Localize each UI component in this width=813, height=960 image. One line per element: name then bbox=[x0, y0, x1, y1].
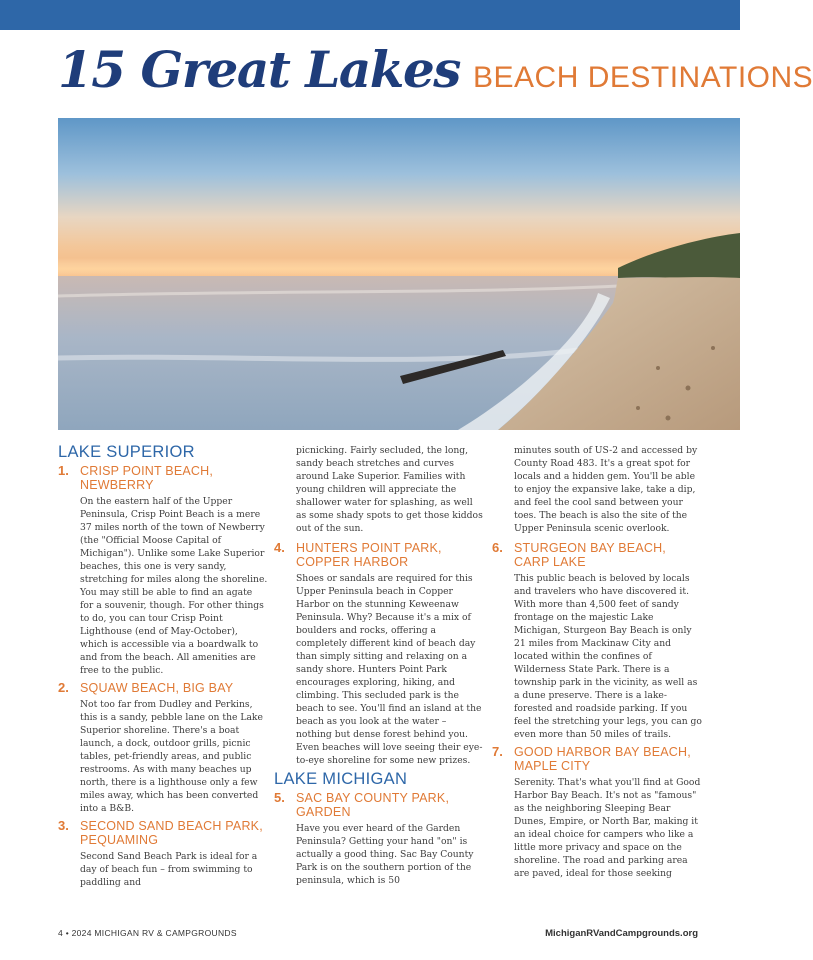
entry-heading: SQUAW BEACH, BIG BAY bbox=[80, 681, 234, 695]
entry-body: Shoes or sandals are required for this Upper Peninsula beach in Copper Harbor on the stunning Keweenaw Peninsula. Why? Because it's a mix of boulders and rocks, offering a completely different kind of beach day than simply sitting and relaxing on a sandy shore. Hunters Point Park encourages exploring, hiking, and climbing. This secluded park is the beach to see. You'll find an island at the beach as you look at the water – nothing but dense forest behind you. Even beaches will love seeing their eye-to-eye shoreline for some new prizes. bbox=[296, 573, 483, 766]
entry-number: 7. bbox=[492, 744, 503, 759]
continued-text: minutes south of US-2 and accessed by County Road 483. It's a great spot for locals and a hidden gem. You'll be able to enjoy the expansive lake, take a dip, and feel the cool sand between your toes. The beach is also the site of the Upper Peninsula scenic overlook. bbox=[514, 445, 698, 534]
entry-body: Have you ever heard of the Garden Peninsula? Getting your hand "on" is actually a good thing. Sac Bay County Park is on the southern portion of the peninsula, which is 50 bbox=[296, 823, 474, 886]
entry-heading: SAC BAY COUNTY PARK, GARDEN bbox=[296, 791, 450, 819]
entry-heading: SECOND SAND BEACH PARK, PEQUAMING bbox=[80, 819, 263, 847]
entry-4 bbox=[274, 541, 484, 767]
entry-number: 4. bbox=[274, 540, 285, 555]
page-title bbox=[58, 40, 813, 110]
footer-website-link[interactable]: MichiganRVandCampgrounds.org bbox=[545, 928, 698, 939]
entry-heading: CRISP POINT BEACH, NEWBERRY bbox=[80, 464, 214, 492]
region-heading-lake-michigan: LAKE MICHIGAN bbox=[274, 770, 408, 788]
entry-number: 3. bbox=[58, 818, 69, 833]
top-color-bar bbox=[0, 0, 740, 30]
sky bbox=[58, 118, 740, 278]
entry-2 bbox=[58, 681, 268, 815]
entry-body: Not too far from Dudley and Perkins, this is a sandy, pebble lane on the Lake Superior shoreline. There's a boat launch, a dock, outdoor grills, picnic tables, pet-friendly areas, and public restrooms. As with many beaches up north, there is a lighthouse only a few miles away, which has been converted into a B&B. bbox=[80, 699, 263, 814]
entry-7 bbox=[492, 745, 702, 880]
entry-body: This public beach is beloved by locals and travelers who have discovered it. With more than 4,500 feet of sandy frontage on the majestic Lake Michigan, Sturgeon Bay Beach is only 21 miles from Mackinaw City and located within the confines of Wilderness State Park. There is a township park in the vicinity, as well as a dune preserve. There is a lake-forested and roadside parking. If you feel the stretching your legs, you can go even more than 50 miles of trails. bbox=[514, 573, 702, 740]
footer-page-info: 4 • 2024 MICHIGAN RV & CAMPGROUNDS bbox=[58, 928, 237, 938]
entry-heading: STURGEON BAY BEACH, CARP LAKE bbox=[514, 541, 666, 569]
title-main: 15 Great Lakes bbox=[58, 40, 460, 99]
page-footer bbox=[58, 928, 698, 942]
entry-number: 5. bbox=[274, 790, 285, 805]
entry-heading: HUNTERS POINT PARK, COPPER HARBOR bbox=[296, 541, 442, 569]
continued-text: picnicking. Fairly secluded, the long, sandy beach stretches and curves around Lake Superior. Families with young children will appreciate the shallower water for splashing, as well as some shady spots to get those kiddos out of the sun. bbox=[296, 445, 483, 534]
title-subtitle: BEACH DESTINATIONS bbox=[473, 61, 813, 94]
entry-6 bbox=[492, 541, 702, 741]
entry-body: Second Sand Beach Park is ideal for a day of beach fun – from swimming to paddling and bbox=[80, 851, 258, 888]
entry-3 bbox=[58, 819, 268, 889]
entry-number: 2. bbox=[58, 680, 69, 695]
entry-number: 6. bbox=[492, 540, 503, 555]
text-column-2 bbox=[274, 444, 484, 891]
entry-body: Serenity. That's what you'll find at Good Harbor Bay Beach. It's not as "famous" as the neighboring Sleeping Bear Dunes, Empire, or North Bar, making it an ideal choice for campers who like a little more privacy and space on the shoreline. The road and parking area are paved, ideal for those seeking bbox=[514, 777, 701, 879]
beach-photo-illustration bbox=[58, 118, 740, 430]
entry-body: On the eastern half of the Upper Peninsula, Crisp Point Beach is a mere 37 miles north of the town of Newberry (the "Official Moose Capital of Michigan"). Unlike some Lake Superior beaches, this one is very sandy, stretching for miles along the shoreline. You may still be able to find an agate for a souvenir, though. For other things to do, you can tour Crisp Point Lighthouse (end of May-October), which is accessible via a boardwalk to and from the beach. All amenities are free to the public. bbox=[80, 496, 268, 676]
region-heading-lake-superior: LAKE SUPERIOR bbox=[58, 443, 195, 461]
text-column-1 bbox=[58, 443, 268, 893]
entry-5 bbox=[274, 791, 484, 887]
text-column-3 bbox=[492, 444, 702, 884]
beach-sunset-photo bbox=[58, 118, 740, 430]
entry-heading: GOOD HARBOR BAY BEACH, MAPLE CITY bbox=[514, 745, 691, 773]
entry-1 bbox=[58, 464, 268, 677]
entry-number: 1. bbox=[58, 463, 69, 478]
